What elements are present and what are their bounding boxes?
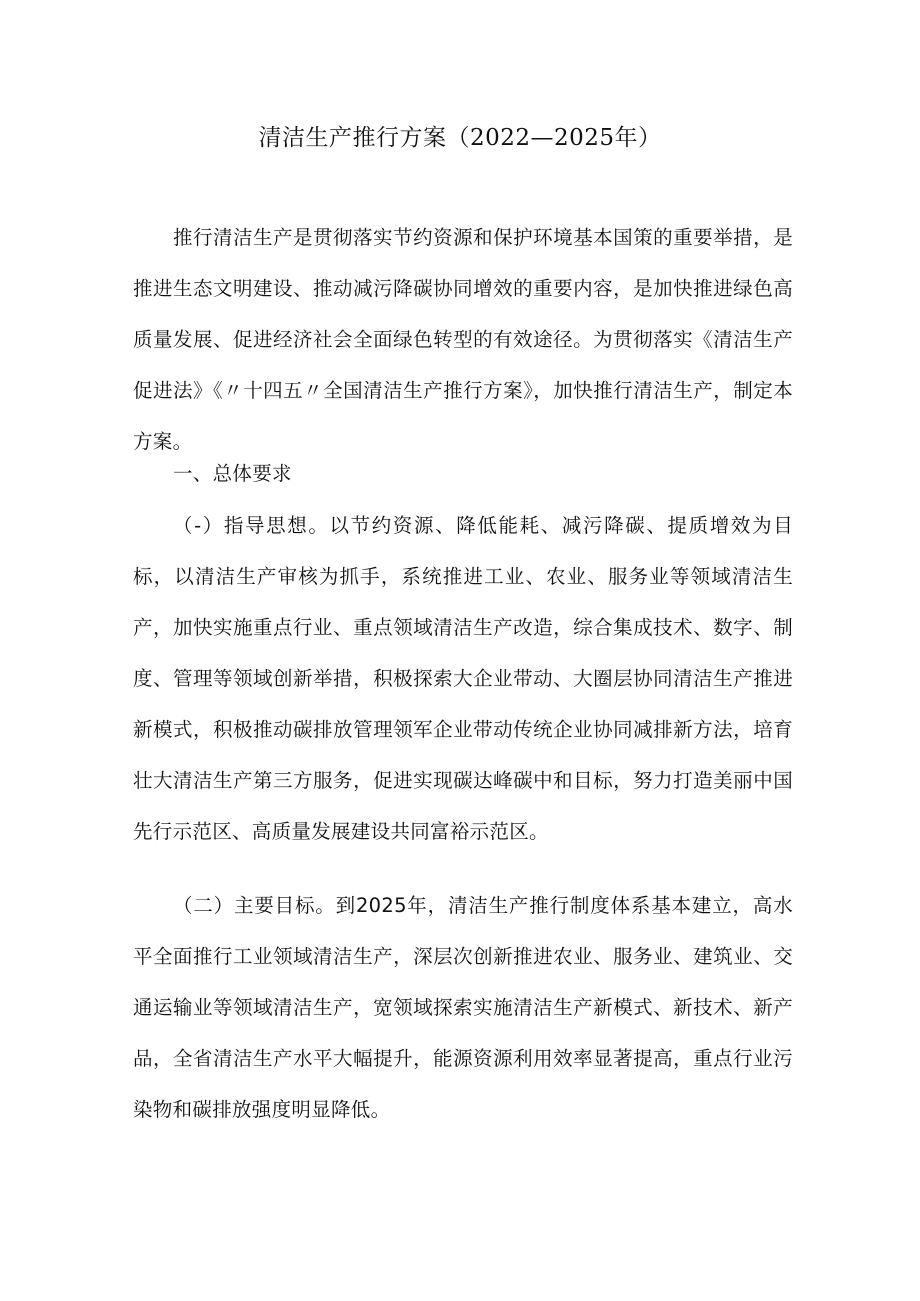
intro-paragraph: 推行清洁生产是贯彻落实节约资源和保护环境基本国策的重要举措，是推进生态文明建设、推动减污降碳协同增效的重要内容，是加快推进绿色高质量发展、促进经济社会全面绿色转型的有效途径。为贯彻落实《清洁生产促进法》《〃十四五〃全国清洁生产推行方案》，加快推行清洁生产，制定本方案。 (133, 226, 793, 453)
main-goals-paragraph: （二）主要目标。到2025年，清洁生产推行制度体系基本建立，高水平全面推行工业领域清洁生产，深层次创新推进农业、服务业、建筑业、交通运输业等领域清洁生产，宽领域探索实施清洁生产新模式、新技术、新产品，全省清洁生产水平大幅提升，能源资源利用效率显著提高，重点行业污染物和碳排放强度明显降低。 (133, 894, 793, 1121)
guiding-ideology-paragraph: （-）指导思想。以节约资源、降低能耗、减污降碳、提质增效为目标，以清洁生产审核为抓手，系统推进工业、农业、服务业等领域清洁生产，加快实施重点行业、重点领域清洁生产改造，综合集成技术、数字、制度、管理等领域创新举措，积极探索大企业带动、大圈层协同清洁生产推进新模式，积极推动碳排放管理领军企业带动传统企业协同减排新方法，培育壮大清洁生产第三方服务，促进实现碳达峰碳中和目标，努力打造美丽中国先行示范区、高质量发展建设共同富裕示范区。 (133, 514, 793, 843)
section-heading-general-requirements: 一、总体要求 (173, 462, 292, 485)
document-title: 清洁生产推行方案（2022—2025年） (258, 125, 662, 151)
